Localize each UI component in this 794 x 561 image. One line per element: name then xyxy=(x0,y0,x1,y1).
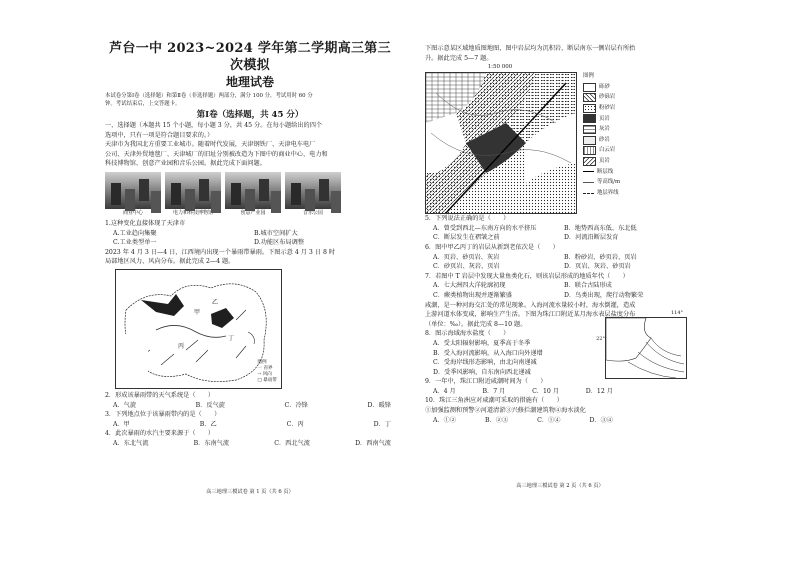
option: D.功能区布局调整 xyxy=(254,239,305,247)
option: B．7 月 xyxy=(482,387,506,395)
question-5: 5．下列说法正确的是（ ） xyxy=(425,215,510,223)
question-8: 8．图示海域海水盐度（ ） xyxy=(425,330,510,338)
option: D．暖锋 xyxy=(367,401,391,409)
option: C．冷锋 xyxy=(284,401,308,409)
photo-music-park xyxy=(285,172,341,209)
legend-item: 砾砂 xyxy=(583,82,620,93)
salinity-map xyxy=(605,317,687,379)
photo-commercial-center xyxy=(105,172,161,209)
question-8-block xyxy=(425,329,605,377)
page-1 xyxy=(105,40,395,496)
photo-creative-park xyxy=(225,172,281,209)
photo-caption: 商业中心 xyxy=(122,209,143,216)
option: D．鸟类出现，爬行动物繁荣 xyxy=(564,291,644,299)
legend-item: 图例 xyxy=(257,359,267,365)
option: C．砂页岩、灰岩、页岩 xyxy=(433,263,500,271)
option: B．受入海河流影响，从入海口向外递增 xyxy=(433,349,543,357)
map-label-jia: 甲 xyxy=(194,308,201,316)
legend-item: 砂岩 xyxy=(583,135,620,146)
option: B．乙 xyxy=(199,420,217,428)
option: A．东北气流 xyxy=(113,439,149,447)
legend-item: 白云岩 xyxy=(583,145,620,156)
option: C．西北气流 xyxy=(274,439,310,447)
question-10: 10．珠江三角洲应对咸潮可采取的措施有（ ） xyxy=(425,397,563,405)
option: B．反气旋 xyxy=(195,401,225,409)
photo-strip xyxy=(105,172,395,209)
legend-item: 一 省界 xyxy=(257,365,273,371)
option: D．页岩、灰岩、砂页岩 xyxy=(564,263,631,271)
question-3: 3．下列地点位于该暴雨带内的是（ ） xyxy=(105,411,221,419)
passage-line: 上游河道水体变咸，影响生产生活。下图为珠江口附近某月海水表层盐度分布 xyxy=(425,311,636,319)
legend-item: 砂砾岩 xyxy=(583,92,620,103)
geology-legend xyxy=(583,71,620,214)
legend-item: → 风向 xyxy=(257,371,272,377)
notice-line: 本试卷分第Ⅰ卷（选择题）和第Ⅱ卷（非选择题）两部分，满分 100 分，考试用时 60 分 xyxy=(105,93,313,99)
question-3-options xyxy=(105,420,395,430)
option: A．受太阳辐射影响，夏季高于冬季 xyxy=(433,339,531,347)
option: A.工业趋向集聚 xyxy=(113,229,157,237)
legend-title: 图例 xyxy=(583,73,594,80)
question-7: 7．若图中 T 岩层中发现大量鱼类化石，则该岩层形成的地质年代（ ） xyxy=(425,272,629,280)
exam-notice xyxy=(105,92,395,108)
map-scale: 1:50 000 xyxy=(487,64,513,71)
option: D．西南气流 xyxy=(355,439,391,447)
geology-figure xyxy=(425,71,695,214)
question-4: 4．此次暴雨的水汽主要来源于（ ） xyxy=(105,430,215,438)
photo-caption: 电力和科技博物馆 xyxy=(172,209,213,216)
passage-line: 科技博物馆、创意产业园和音乐公园。据此完成下面问题。 xyxy=(105,160,266,168)
passage-line: 咸潮，是一种河海交汇处的常见现象。入海河流水量较小时，海水倒灌，造成 xyxy=(425,301,636,309)
passage-line: 局部地区风力、风向分布。据此完成 2—4 题。 xyxy=(105,258,235,266)
geologic-map xyxy=(425,72,577,214)
photo-captions xyxy=(105,210,395,217)
map-label-yi: 乙 xyxy=(212,298,219,306)
legend-item: 灰岩 xyxy=(583,124,620,135)
question-4-options xyxy=(105,439,395,449)
passage-line: 公司、天津外贸地毯厂、天津城厂的旧址分别被改造为下图中的商业中心、电力和 xyxy=(105,150,328,158)
question-5-options xyxy=(425,224,695,243)
map-legend xyxy=(257,360,277,384)
option: C．①④ xyxy=(537,416,561,424)
passage-line: 下图示意某区域地质图地图，图中岩层均为沉积岩，断层南东一侧岩层有所抬 xyxy=(425,45,636,52)
option: B．地势西高东低、东北低 xyxy=(564,224,637,232)
map-lon-label: 114° xyxy=(670,310,683,317)
option: C．蕨类植物出现并逐渐繁盛 xyxy=(433,291,512,299)
option: D．丁 xyxy=(373,420,391,428)
option: D．12 月 xyxy=(585,387,613,395)
question-6-options xyxy=(425,253,695,272)
photo-caption: 创意产业园 xyxy=(240,209,266,216)
question-1: 1.这种变化直接体现了天津市 xyxy=(105,219,186,227)
option: C.工业类型单一 xyxy=(113,239,157,247)
option: C．受海岸线形态影响，由北向南递减 xyxy=(433,359,537,367)
option: B．联合古陆形成 xyxy=(564,282,612,290)
exam-subtitle: 地理试卷 xyxy=(225,75,274,89)
legend-item: 等高线/m xyxy=(583,177,620,188)
option: D．河流沿断层发育 xyxy=(564,234,619,242)
option: B．②③ xyxy=(485,416,509,424)
instruction-line: 一、选择题（本题共 15 个小题，每小题 3 分，共 45 分。在每小题给出的四个 xyxy=(105,122,323,129)
page-2 xyxy=(425,44,695,490)
passage-line: 升。据此完成 5—7 题。 xyxy=(425,54,493,62)
legend-item: 页岩 xyxy=(583,114,620,125)
option: A．曾受到西北—东南方向的水平挤压 xyxy=(433,224,537,232)
jiangxi-wind-map xyxy=(115,269,282,389)
option: A．甲 xyxy=(113,420,130,428)
question-9: 9．一年中，珠江口附近咸潮时间为（ ） xyxy=(425,378,547,386)
section-heading: 第Ⅰ卷（选择题，共 45 分） xyxy=(196,110,304,120)
option: A．页岩、砂页岩、灰岩 xyxy=(433,253,500,261)
question-7-options xyxy=(425,281,695,300)
option: B.城市空间扩大 xyxy=(254,229,298,237)
question-10-statements: ①加强监测和预警②河道清淤③兴修拦潮建筑物④海水淡化 xyxy=(425,407,586,415)
question-6: 6．图中甲乙丙丁的岩层从新到老依次是（ ） xyxy=(425,243,559,251)
passage-line: （单位：‰）。据此完成 8—10 题。 xyxy=(425,320,527,328)
page-footer: 高三地理三模试卷 第 2 页（共 6 页） xyxy=(516,483,604,490)
question-10-options xyxy=(425,416,617,426)
option: A．4 月 xyxy=(433,387,456,395)
passage-line: 2023 年 4 月 3 日—4 日，江西境内出现一个暴雨带暴雨。下图示意 4 月 3 日 8 时 xyxy=(105,248,336,256)
option: D．受季风影响，自东南向西北递减 xyxy=(433,368,531,376)
exam-title: 芦台一中 2023~2024 学年第二学期高三第三次模拟 xyxy=(109,41,391,73)
option: A．①② xyxy=(433,416,457,424)
option: B．东南气流 xyxy=(193,439,230,447)
option: D．③④ xyxy=(589,416,613,424)
question-1-options xyxy=(105,229,395,248)
legend-item: □ 暴雨带 xyxy=(257,377,277,383)
option: C．丙 xyxy=(286,420,304,428)
photo-caption: 音乐公园 xyxy=(302,209,323,216)
map-label-bing: 丙 xyxy=(178,342,185,350)
question-9-options xyxy=(425,387,617,397)
question-2-options xyxy=(105,401,395,411)
instruction-line: 选项中，只有一项是符合题目要求的。） xyxy=(105,131,214,139)
option: B．粉砂岩、砂页岩、页岩 xyxy=(564,253,637,261)
map-lat-label: 22° xyxy=(596,336,605,343)
legend-item: 粉砂岩 xyxy=(583,103,620,114)
page-footer: 高三地理三模试卷 第 1 页（共 6 页） xyxy=(206,489,294,496)
notice-line: 钟。考试结束后，上交答题卡。 xyxy=(105,101,181,107)
passage-line: 天津市为我国北方重要工业城市。随着时代发展，天津钢铁厂、天津电车电厂 xyxy=(105,141,316,149)
map-label-ding: 丁 xyxy=(228,334,235,342)
option: C．10 月 xyxy=(532,387,560,395)
legend-item: 页岩 xyxy=(583,156,620,167)
legend-item: 断层线 xyxy=(583,167,620,178)
option: C．断层发生在褶皱之前 xyxy=(433,234,500,242)
option: A．七大洲四大洋轮廓初现 xyxy=(433,282,506,290)
question-2: 2．形成该暴雨带的天气系统是（ ） xyxy=(105,391,215,399)
photo-museum xyxy=(165,172,221,209)
legend-item: 地层界线 xyxy=(583,188,620,199)
option: A．气旋 xyxy=(113,401,137,409)
